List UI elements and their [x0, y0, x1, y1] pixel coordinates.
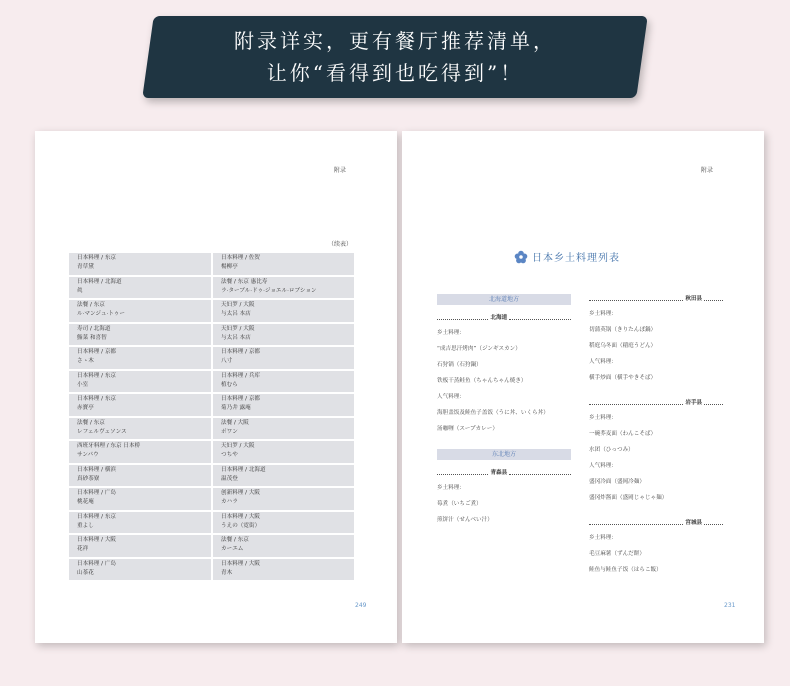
prefecture-header: 北海道 [437, 313, 571, 321]
table-cell [213, 324, 354, 346]
running-head: 附录 [701, 167, 714, 174]
cuisine-location: 西班牙料理 / 东京 日本桥 [77, 443, 141, 449]
cuisine-location: 日本料理 / 东京 [77, 255, 117, 261]
table-cell [69, 488, 211, 510]
table-cell [69, 559, 211, 581]
continued-label: （续表） [328, 241, 353, 248]
cuisine-location: 日本料理 / 大阪 [221, 560, 261, 567]
restaurant-name: カーエム [221, 546, 244, 552]
cuisine-location: 法餐 / 大阪 [221, 419, 249, 426]
table-cell [69, 300, 211, 322]
list-item: 乡土料理： [437, 485, 465, 491]
left-page [35, 131, 397, 643]
list-item: 乡土料理： [437, 330, 465, 336]
table-cell [69, 371, 211, 393]
cuisine-location: 日本料理 / 京都 [77, 349, 117, 355]
prefecture-header: 青森县 [437, 468, 571, 476]
prefecture-header: 秋田县 [589, 294, 723, 302]
prefecture-header: 宫城县 [589, 518, 723, 526]
flower-icon [514, 250, 528, 264]
restaurant-name: ポワン [221, 428, 238, 435]
table-cell [213, 277, 354, 299]
restaurant-table [69, 253, 354, 580]
restaurant-name: 眞 [77, 287, 83, 294]
restaurant-name: 重よし [77, 522, 94, 529]
list-item: “成吉思汗烤肉”（ジンギスカン） [437, 346, 521, 352]
cuisine-location: 日本料理 / 东京 [77, 372, 117, 379]
restaurant-name: サンパウ [77, 452, 99, 458]
list-item: 海胆盖饭及鲑鱼子盖饭（うに丼、いくら丼） [437, 410, 549, 416]
table-cell [213, 394, 354, 416]
restaurant-name: 青木 [221, 569, 233, 576]
table-cell [69, 347, 211, 369]
headline-line-1: 附录详实，更有餐厅推荐清单， [234, 29, 556, 53]
table-cell [213, 300, 354, 322]
restaurant-name: 鮨菜 和喜智 [77, 334, 107, 341]
table-cell [69, 441, 211, 463]
right-page [402, 131, 764, 643]
cuisine-location: 日本料理 / 东京 [77, 513, 117, 520]
restaurant-name: 青草黛 [77, 264, 94, 270]
restaurant-name: つちや [221, 452, 238, 458]
cuisine-location: 日本料理 / 兵库 [221, 372, 261, 379]
list-item: 莓煮（いちご煮） [437, 501, 482, 507]
cuisine-location: 法餐 / 东京 [221, 537, 249, 543]
cuisine-location: 日本料理 / 东京 [77, 396, 117, 402]
restaurant-name: カハラ [221, 499, 238, 505]
restaurant-name: うえの（霓街） [221, 522, 261, 529]
cuisine-location: 天妇罗 / 大阪 [221, 443, 255, 449]
list-item: 横手炒面（横手やきそば） [589, 375, 657, 381]
list-item: 人气料理： [589, 359, 617, 365]
headline-line-2: 让你“看得到也吃得到”！ [266, 61, 524, 85]
page-number: 249 [355, 602, 367, 609]
entry-list [589, 534, 723, 575]
cuisine-location: 寿司 / 北海道 [77, 325, 111, 332]
list-item: 一碗荞麦面（わんこそば） [589, 431, 657, 437]
restaurant-name: 楊柳亭 [221, 264, 238, 270]
cuisine-location: 日本料理 / 广岛 [77, 490, 117, 496]
restaurant-name: 八寸 [221, 358, 233, 364]
cuisine-location: 日本料理 / 京都 [221, 396, 261, 402]
cuisine-location: 日本料理 / 北海道 [77, 278, 122, 285]
list-item: 水团（ひっつみ） [589, 447, 634, 453]
running-head: 附录 [334, 167, 347, 174]
headline-banner [148, 16, 642, 98]
table-cell [213, 253, 354, 275]
table-cell [213, 465, 354, 487]
list-title [514, 249, 620, 264]
column-left [437, 294, 571, 532]
list-item: 盛冈炸酱面（盛岡じゃじゃ麺） [589, 495, 668, 501]
list-item: 稻庭乌冬面（稲庭うどん） [589, 343, 657, 349]
cuisine-location: 天妇罗 / 大阪 [221, 302, 255, 308]
list-item: 乡土料理： [589, 311, 617, 317]
list-item: 人气料理： [589, 463, 617, 469]
cuisine-location: 日本料理 / 京都 [221, 349, 261, 355]
restaurant-name: さゝ木 [77, 358, 94, 364]
cuisine-location: 创新料理 / 大阪 [221, 490, 261, 496]
cuisine-location: 法餐 / 东京 [77, 419, 105, 426]
table-cell [69, 465, 211, 487]
cuisine-location: 法餐 / 东京 [77, 302, 105, 308]
restaurant-name: 与太呂 本店 [221, 311, 251, 317]
table-cell [69, 253, 211, 275]
list-title-text: 日本乡土料理列表 [532, 253, 620, 264]
cuisine-location: 日本料理 / 横滨 [77, 466, 117, 473]
table-cell [69, 394, 211, 416]
list-item: 汤咖喱（スープカレー） [437, 426, 498, 432]
cuisine-location: 日本料理 / 佐贺 [221, 255, 261, 261]
list-item: 鲑鱼与鲑鱼子饭（はらこ飯） [589, 567, 662, 573]
restaurant-name: 植むら [221, 381, 238, 388]
cuisine-location: 日本料理 / 广岛 [77, 560, 117, 567]
restaurant-name: 赤寶亭 [77, 405, 94, 411]
entry-list [437, 329, 571, 434]
table-cell [213, 535, 354, 557]
restaurant-name: ラ·ターブル·ドゥ·ジョエル·ロブション [221, 287, 317, 294]
restaurant-name: レフェルヴェソンス [77, 428, 127, 435]
restaurant-name: 与太呂 本店 [221, 334, 251, 341]
column-right [589, 294, 723, 582]
list-item: 石狩锅（石狩鍋） [437, 362, 482, 368]
list-item: 乡土料理： [589, 415, 617, 421]
table-cell [69, 277, 211, 299]
table-cell [69, 418, 211, 440]
list-item: 人气料理： [437, 394, 465, 400]
restaurant-name: 山茶花 [77, 569, 94, 576]
entry-list [589, 414, 723, 503]
cuisine-location: 日本料理 / 北海道 [221, 466, 266, 473]
restaurant-name: 真砂茶寮 [77, 475, 100, 482]
restaurant-name: 菊乃井 露庵 [221, 405, 251, 411]
entry-list [437, 484, 571, 525]
table-cell [69, 324, 211, 346]
table-cell [213, 347, 354, 369]
list-item: 乡土料理： [589, 535, 617, 541]
table-cell [213, 418, 354, 440]
cuisine-location: 日本料理 / 大阪 [77, 537, 117, 543]
restaurant-name: ル·マンジュ·トゥー [77, 311, 125, 317]
table-cell [213, 371, 354, 393]
page-number: 231 [724, 602, 736, 609]
restaurant-name: 花祥 [77, 546, 89, 552]
restaurant-name: 温茂登 [221, 475, 238, 482]
table-cell [213, 559, 354, 581]
list-item: 铁板干蒸鲑鱼（ちゃんちゃん焼き） [437, 378, 527, 384]
restaurant-name: 小室 [77, 381, 89, 388]
region-header: 北海道地方 [437, 294, 571, 305]
list-item: 切蒲英锅（きりたんぽ鍋） [589, 327, 657, 333]
table-cell [213, 512, 354, 534]
table-cell [69, 535, 211, 557]
list-item: 煎饼汁（せんべい汁） [437, 517, 493, 523]
table-cell [213, 488, 354, 510]
entry-list [589, 310, 723, 383]
list-item: 毛豆麻薯（ずんだ餅） [589, 551, 645, 557]
table-cell [213, 441, 354, 463]
cuisine-location: 天妇罗 / 大阪 [221, 325, 255, 332]
table-cell [69, 512, 211, 534]
list-item: 盛冈冷面（盛岡冷麺） [589, 479, 645, 485]
region-header: 东北地方 [437, 449, 571, 460]
restaurant-name: 桃花庵 [77, 499, 94, 505]
cuisine-location: 法餐 / 东京 惠比寿 [221, 278, 268, 285]
prefecture-header: 岩手县 [589, 398, 723, 406]
cuisine-location: 日本料理 / 大阪 [221, 513, 261, 520]
